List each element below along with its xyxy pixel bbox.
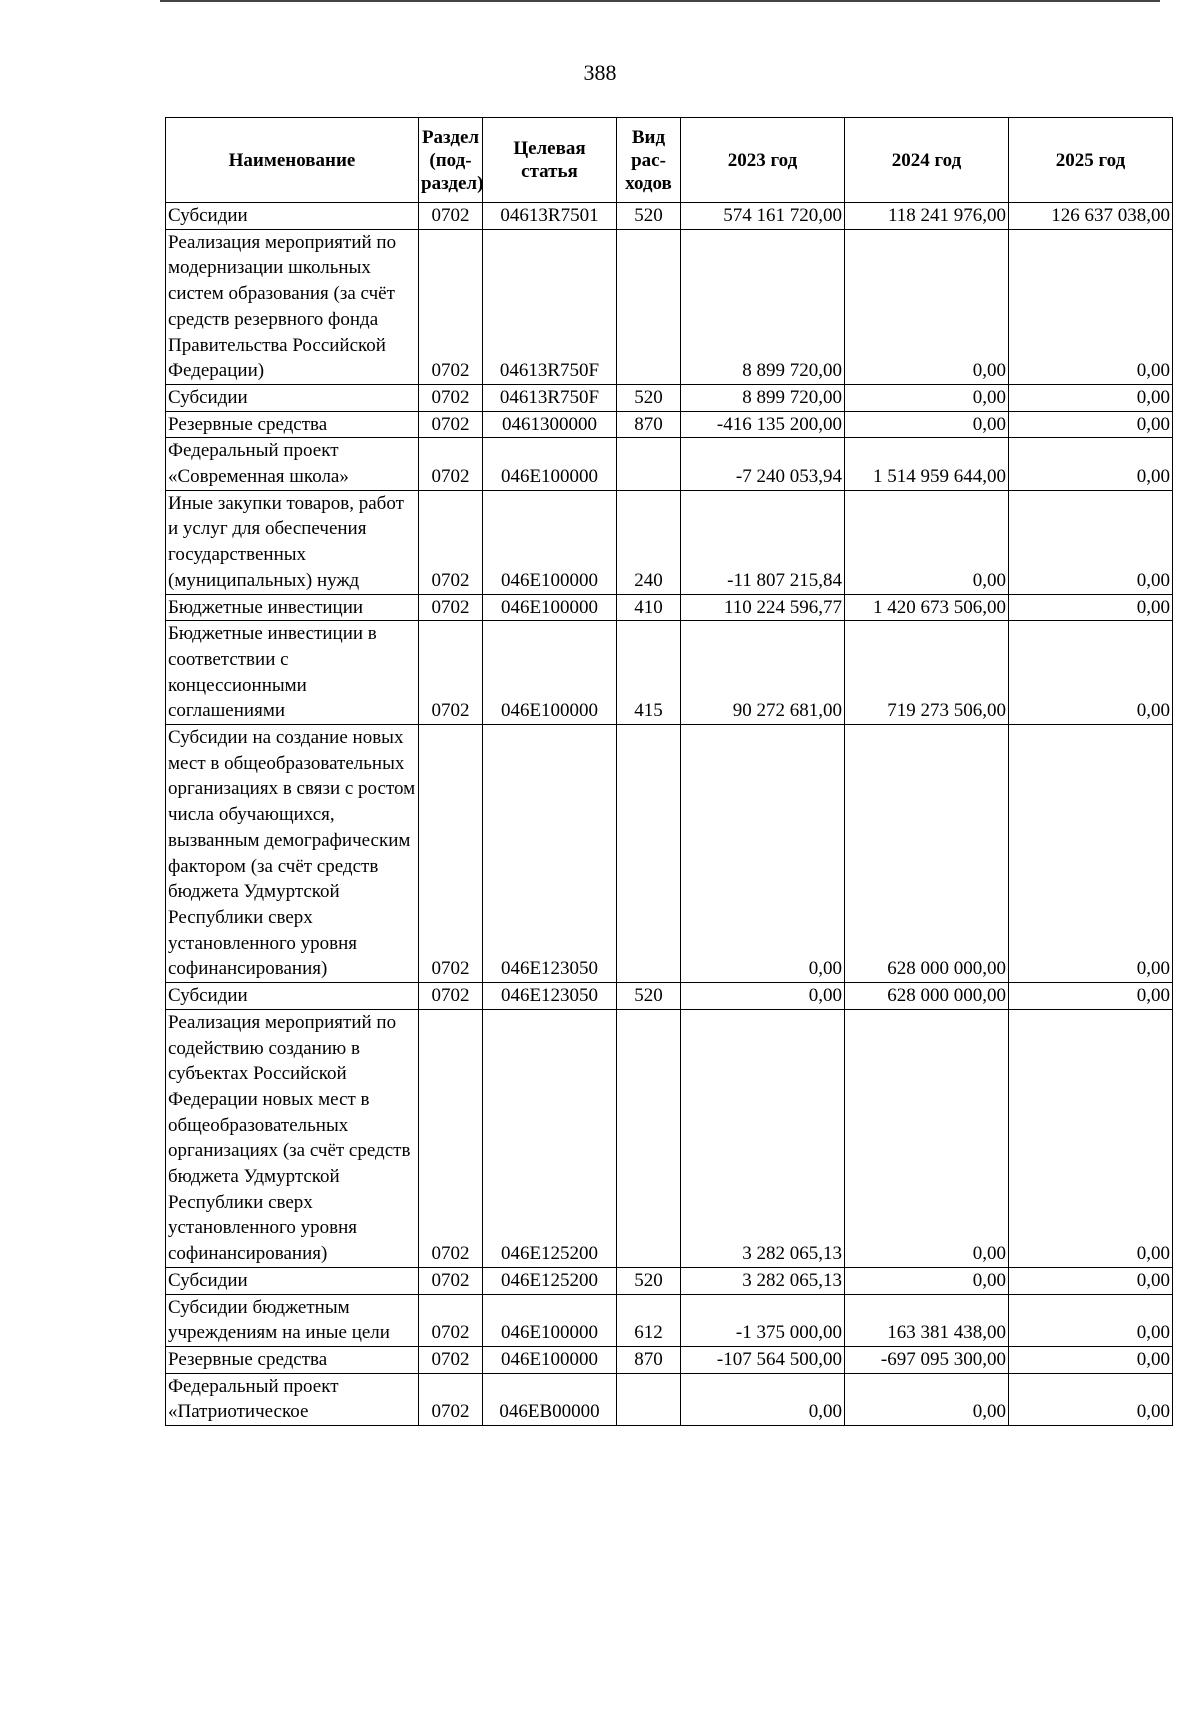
table-body <box>166 203 1173 1426</box>
table-row <box>166 1009 1173 1267</box>
cell-target: 046EB00000 <box>483 1373 617 1425</box>
cell-target: 046E100000 <box>483 1294 617 1346</box>
cell-name: Субсидии <box>166 384 419 411</box>
cell-2024: -697 095 300,00 <box>845 1346 1009 1373</box>
cell-2024: 118 241 976,00 <box>845 203 1009 230</box>
cell-2024: 628 000 000,00 <box>845 983 1009 1010</box>
table-header-row <box>166 118 1173 203</box>
header-kind: Вид рас-ходов <box>617 118 681 203</box>
cell-2024: 628 000 000,00 <box>845 725 1009 983</box>
cell-name: Реализация мероприятий по содействию созданию в субъектах Российской Федерации новых мест в общеобразовательных организациях (за счёт средств бюджета Удмуртской Республики сверх установленного уровня софинансирования) <box>166 1009 419 1267</box>
cell-2025: 0,00 <box>1009 490 1173 594</box>
cell-2023: 3 282 065,13 <box>681 1009 845 1267</box>
cell-kind: 870 <box>617 411 681 438</box>
cell-2023: 110 224 596,77 <box>681 594 845 621</box>
cell-2023: 8 899 720,00 <box>681 229 845 384</box>
cell-kind <box>617 1373 681 1425</box>
cell-target: 046E100000 <box>483 490 617 594</box>
cell-2023: 0,00 <box>681 725 845 983</box>
cell-2025: 0,00 <box>1009 594 1173 621</box>
cell-kind <box>617 725 681 983</box>
cell-section: 0702 <box>419 1009 483 1267</box>
cell-2025: 0,00 <box>1009 438 1173 490</box>
table-row <box>166 983 1173 1010</box>
cell-2024: 0,00 <box>845 1373 1009 1425</box>
cell-section: 0702 <box>419 490 483 594</box>
cell-name: Бюджетные инвестиции <box>166 594 419 621</box>
cell-2024: 1 420 673 506,00 <box>845 594 1009 621</box>
cell-section: 0702 <box>419 203 483 230</box>
cell-name: Субсидии бюджетным учреждениям на иные цели <box>166 1294 419 1346</box>
table-row <box>166 411 1173 438</box>
cell-name: Резервные средства <box>166 411 419 438</box>
cell-section: 0702 <box>419 594 483 621</box>
cell-2024: 719 273 506,00 <box>845 621 1009 725</box>
cell-2023: 8 899 720,00 <box>681 384 845 411</box>
cell-target: 046E100000 <box>483 438 617 490</box>
cell-2023: 0,00 <box>681 1373 845 1425</box>
cell-2024: 0,00 <box>845 411 1009 438</box>
cell-kind: 520 <box>617 384 681 411</box>
table-row <box>166 594 1173 621</box>
cell-target: 0461300000 <box>483 411 617 438</box>
header-section: Раздел (под-раздел) <box>419 118 483 203</box>
cell-2025: 126 637 038,00 <box>1009 203 1173 230</box>
cell-target: 04613R750F <box>483 229 617 384</box>
table-row <box>166 438 1173 490</box>
table-row <box>166 1373 1173 1425</box>
cell-kind: 612 <box>617 1294 681 1346</box>
header-2023: 2023 год <box>681 118 845 203</box>
cell-2023: -416 135 200,00 <box>681 411 845 438</box>
cell-section: 0702 <box>419 384 483 411</box>
cell-section: 0702 <box>419 1294 483 1346</box>
cell-2024: 0,00 <box>845 490 1009 594</box>
cell-2025: 0,00 <box>1009 1009 1173 1267</box>
cell-2023: 90 272 681,00 <box>681 621 845 725</box>
table-row <box>166 725 1173 983</box>
cell-2025: 0,00 <box>1009 725 1173 983</box>
header-target: Целевая статья <box>483 118 617 203</box>
cell-section: 0702 <box>419 621 483 725</box>
cell-2025: 0,00 <box>1009 1294 1173 1346</box>
cell-name: Бюджетные инвестиции в соответствии с концессионными соглашениями <box>166 621 419 725</box>
table-row <box>166 229 1173 384</box>
cell-2023: -7 240 053,94 <box>681 438 845 490</box>
cell-kind: 870 <box>617 1346 681 1373</box>
cell-2025: 0,00 <box>1009 411 1173 438</box>
cell-kind: 520 <box>617 983 681 1010</box>
top-scan-edge <box>160 0 1160 2</box>
cell-name: Субсидии на создание новых мест в общеобразовательных организациях в связи с ростом числа обучающихся, вызванным демографическим фактором (за счёт средств бюджета Удмуртской Республики сверх установленного уровня софинансирования) <box>166 725 419 983</box>
table-row <box>166 621 1173 725</box>
cell-kind: 410 <box>617 594 681 621</box>
cell-2025: 0,00 <box>1009 229 1173 384</box>
table-row <box>166 1346 1173 1373</box>
cell-2025: 0,00 <box>1009 1267 1173 1294</box>
table-row <box>166 1294 1173 1346</box>
cell-2023: 3 282 065,13 <box>681 1267 845 1294</box>
header-2025: 2025 год <box>1009 118 1173 203</box>
cell-section: 0702 <box>419 1267 483 1294</box>
cell-2024: 0,00 <box>845 1009 1009 1267</box>
cell-name: Резервные средства <box>166 1346 419 1373</box>
table-row <box>166 490 1173 594</box>
cell-target: 046E100000 <box>483 594 617 621</box>
cell-name: Федеральный проект «Современная школа» <box>166 438 419 490</box>
table-row <box>166 384 1173 411</box>
cell-2024: 163 381 438,00 <box>845 1294 1009 1346</box>
cell-2023: -1 375 000,00 <box>681 1294 845 1346</box>
cell-target: 046E123050 <box>483 983 617 1010</box>
cell-section: 0702 <box>419 983 483 1010</box>
cell-target: 046E125200 <box>483 1009 617 1267</box>
cell-name: Субсидии <box>166 983 419 1010</box>
cell-2023: 574 161 720,00 <box>681 203 845 230</box>
table-row <box>166 1267 1173 1294</box>
cell-section: 0702 <box>419 411 483 438</box>
cell-2024: 0,00 <box>845 229 1009 384</box>
cell-target: 046E125200 <box>483 1267 617 1294</box>
cell-name: Иные закупки товаров, работ и услуг для обеспечения государственных (муниципальных) нужд <box>166 490 419 594</box>
cell-name: Федеральный проект «Патриотическое <box>166 1373 419 1425</box>
cell-section: 0702 <box>419 1346 483 1373</box>
cell-kind: 415 <box>617 621 681 725</box>
cell-2025: 0,00 <box>1009 621 1173 725</box>
cell-kind <box>617 438 681 490</box>
cell-2025: 0,00 <box>1009 1346 1173 1373</box>
header-2024: 2024 год <box>845 118 1009 203</box>
cell-name: Реализация мероприятий по модернизации школьных систем образования (за счёт средств резервного фонда Правительства Российской Федерации) <box>166 229 419 384</box>
cell-kind <box>617 229 681 384</box>
cell-kind: 520 <box>617 203 681 230</box>
cell-target: 046E100000 <box>483 1346 617 1373</box>
cell-section: 0702 <box>419 1373 483 1425</box>
cell-2025: 0,00 <box>1009 983 1173 1010</box>
cell-kind: 520 <box>617 1267 681 1294</box>
cell-2024: 0,00 <box>845 384 1009 411</box>
cell-section: 0702 <box>419 725 483 983</box>
budget-table <box>165 117 1173 1426</box>
cell-target: 046E123050 <box>483 725 617 983</box>
cell-target: 04613R750F <box>483 384 617 411</box>
header-name: Наименование <box>166 118 419 203</box>
cell-2024: 1 514 959 644,00 <box>845 438 1009 490</box>
cell-2025: 0,00 <box>1009 1373 1173 1425</box>
cell-section: 0702 <box>419 229 483 384</box>
cell-2023: -107 564 500,00 <box>681 1346 845 1373</box>
cell-target: 04613R7501 <box>483 203 617 230</box>
cell-section: 0702 <box>419 438 483 490</box>
page-number: 388 <box>583 60 617 85</box>
cell-2023: -11 807 215,84 <box>681 490 845 594</box>
cell-kind <box>617 1009 681 1267</box>
cell-name: Субсидии <box>166 1267 419 1294</box>
cell-2023: 0,00 <box>681 983 845 1010</box>
table-row <box>166 203 1173 230</box>
cell-2024: 0,00 <box>845 1267 1009 1294</box>
cell-2025: 0,00 <box>1009 384 1173 411</box>
cell-kind: 240 <box>617 490 681 594</box>
cell-name: Субсидии <box>166 203 419 230</box>
cell-target: 046E100000 <box>483 621 617 725</box>
